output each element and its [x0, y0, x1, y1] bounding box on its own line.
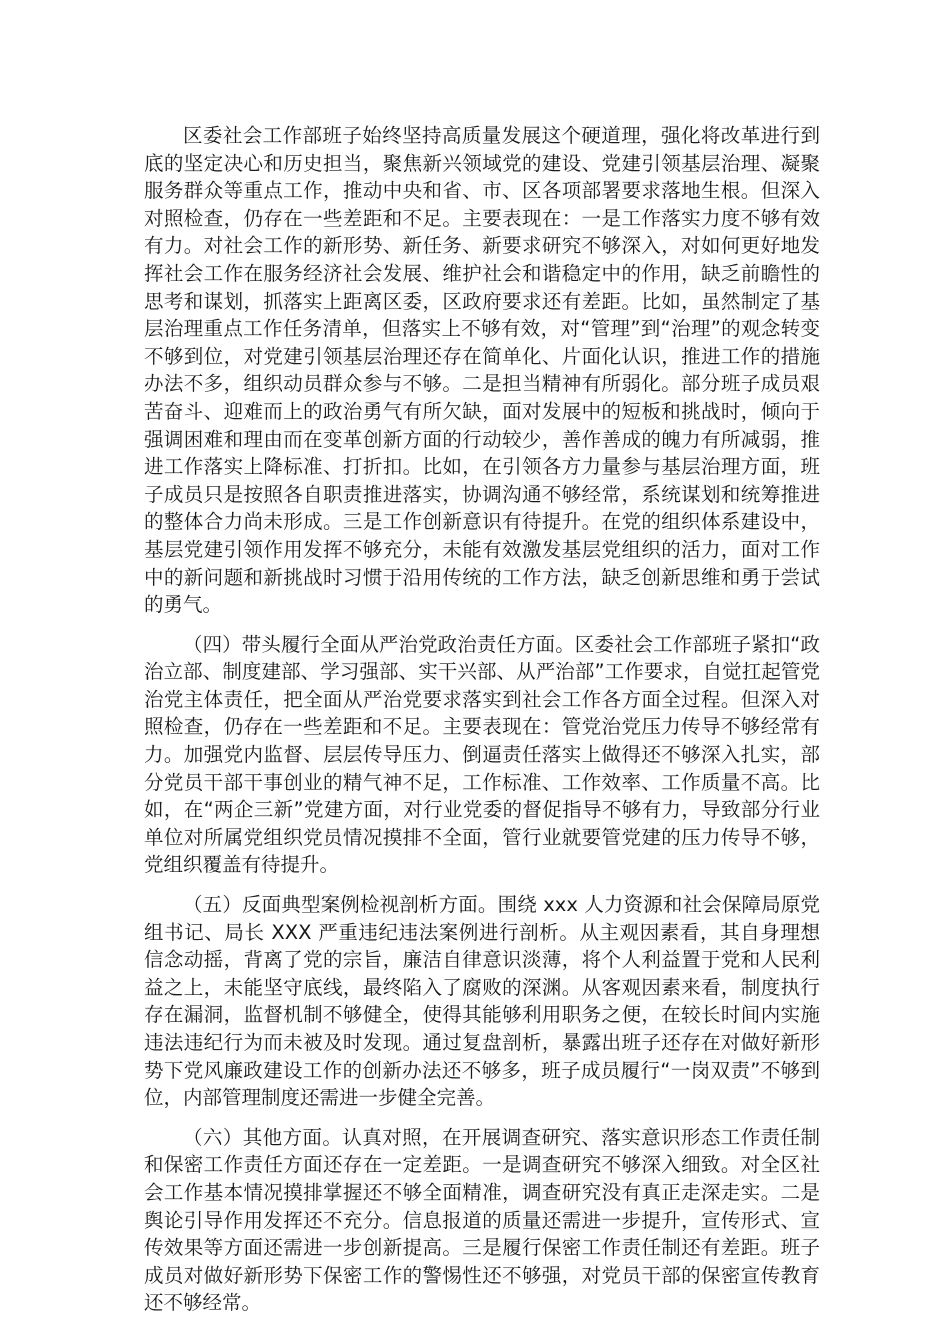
document-body [144, 122, 820, 1329]
paragraph-section-5-case-analysis: （五）反面典型案例检视剖析方面。围绕 xxx 人力资源和社会保障局原党组书记、局长 XXX 严重违纪违法案例进行剖析。从主观因素看，其自身理想信念动摇，背离了党的宗旨，廉洁自律意识淡薄，将个人利益置于党和人民利益之上，未能坚守底线，最终陷入了腐败的深渊。从客观因素来看，制度执行存在漏洞，监督机制不够健全，使得其能够利用职务之便，在较长时间内实施违法违纪行为而未被及时发现。通过复盘剖析，暴露出班子还存在对做好新形势下党风廉政建设工作的创新办法还不够多，班子成员履行“一岗双责”不够到位，内部管理制度还需进一步健全完善。 [144, 893, 820, 1110]
paragraph-section-4-party-discipline: （四）带头履行全面从严治党政治责任方面。区委社会工作部班子紧扣“政治立部、制度建部、学习强部、实干兴部、从严治部”工作要求，自觉扛起管党治党主体责任，把全面从严治党要求落实到社会工作各方面全过程。但深入对照检查，仍存在一些差距和不足。主要表现在：管党治党压力传导不够经常有力。加强党内监督、层层传导压力、倒逼责任落实上做得还不够深入扎实，部分党员干部干事创业的精气神不足，工作标准、工作效率、工作质量不高。比如，在“两企三新”党建方面，对行业党委的督促指导不够有力，导致部分行业单位对所属党组织党员情况摸排不全面，管行业就要管党建的压力传导不够，党组织覆盖有待提升。 [144, 632, 820, 877]
paragraph-section-6-other-aspects: （六）其他方面。认真对照，在开展调查研究、落实意识形态工作责任制和保密工作责任方面还存在一定差距。一是调查研究不够深入细致。对全区社会工作基本情况摸排掌握还不够全面精准，调查研究没有真正走深走实。二是舆论引导作用发挥还不充分。信息报道的质量还需进一步提升，宣传形式、宣传效果等方面还需进一步创新提高。三是履行保密工作责任制还有差距。班子成员对做好新形势下保密工作的警惕性还不够强，对党员干部的保密宣传教育还不够经常。 [144, 1125, 820, 1315]
paragraph-work-implementation: 区委社会工作部班子始终坚持高质量发展这个硬道理，强化将改革进行到底的坚定决心和历史担当，聚焦新兴领域党的建设、党建引领基层治理、凝聚服务群众等重点工作，推动中央和省、市、区各项部署要求落地生根。但深入对照检查，仍存在一些差距和不足。主要表现在：一是工作落实力度不够有效有力。对社会工作的新形势、新任务、新要求研究不够深入，对如何更好地发挥社会工作在服务经济社会发展、维护社会和谐稳定中的作用，缺乏前瞻性的思考和谋划，抓落实上距离区委，区政府要求还有差距。比如，虽然制定了基层治理重点工作任务清单，但落实上不够有效，对“管理”到“治理”的观念转变不够到位，对党建引领基层治理还存在简单化、片面化认识，推进工作的措施办法不多，组织动员群众参与不够。二是担当精神有所弱化。部分班子成员艰苦奋斗、迎难而上的政治勇气有所欠缺，面对发展中的短板和挑战时，倾向于强调困难和理由而在变革创新方面的行动较少，善作善成的魄力有所减弱，推进工作落实上降标准、打折扣。比如，在引领各方力量参与基层治理方面，班子成员只是按照各自职责推进落实，协调沟通不够经常，系统谋划和统筹推进的整体合力尚未形成。三是工作创新意识有待提升。在党的组织体系建设中，基层党建引领作用发挥不够充分，未能有效激发基层党组织的活力，面对工作中的新问题和新挑战时习惯于沿用传统的工作方法，缺乏创新思维和勇于尝试的勇气。 [144, 124, 820, 617]
